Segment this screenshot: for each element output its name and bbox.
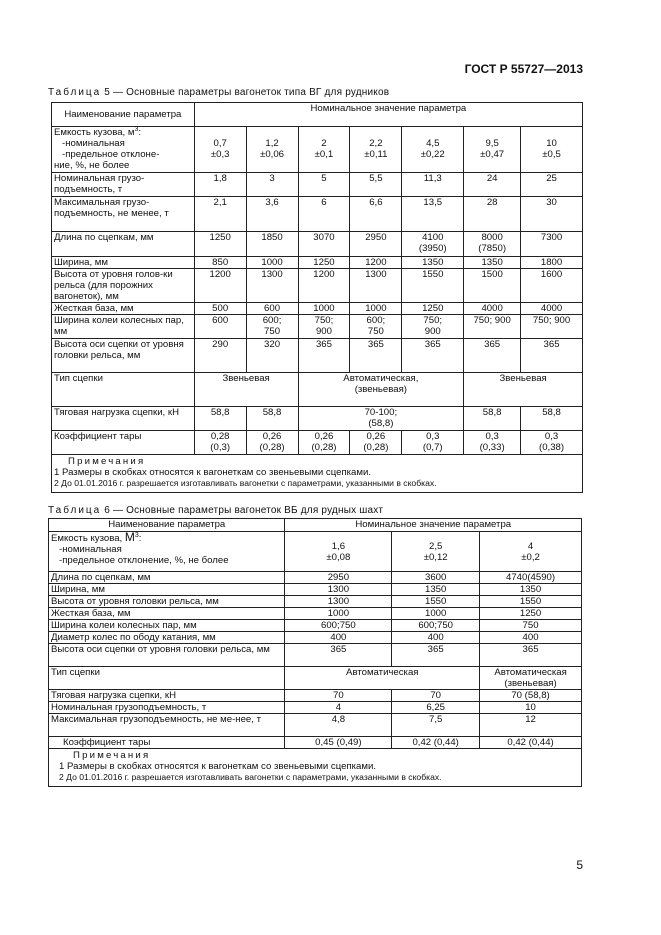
cell: 0,26 (0,28)	[246, 431, 298, 455]
cell: 2,1	[194, 197, 246, 232]
header-value: Номинальное значение параметра	[194, 103, 582, 127]
cell: 1500	[464, 269, 521, 303]
cell: Автоматическая, (звеньевая)	[298, 373, 464, 407]
label-tare: Коэффициент тары	[52, 431, 195, 455]
cell: 58,8	[464, 407, 521, 431]
cell: 2,2 ±0,11	[350, 127, 402, 173]
cell: 1800	[521, 257, 583, 269]
row-tare	[49, 737, 582, 749]
cell: 6	[298, 197, 350, 232]
row-axis	[52, 339, 583, 373]
header-param: Наименование параметра	[49, 519, 285, 532]
note-1: 1 Размеры в скобках относятся к вагонеткам со звеньевыми сцепками.	[59, 761, 377, 772]
cell: 2,5 ±0,12	[392, 532, 480, 572]
cell: 4000	[521, 303, 583, 315]
table5-notes	[52, 455, 583, 493]
row-label: Жесткая база, мм	[49, 608, 285, 620]
label-tare: Коэффициент тары	[49, 737, 285, 749]
cell: 365	[285, 644, 392, 667]
notes-title: Примечания	[68, 456, 146, 467]
cell: 0,26 (0,28)	[298, 431, 350, 455]
label-traction: Тяговая нагрузка сцепки, кН	[49, 690, 285, 702]
note-2: 2 До 01.01.2016 г. разрешается изготавливать вагонетки с параметрами, указанными в скобках.	[59, 772, 442, 782]
cell: 1250	[480, 608, 582, 620]
row-coupling	[52, 373, 583, 407]
cell: 3070	[298, 232, 350, 257]
cell: 400	[392, 632, 480, 644]
cell: 4,8	[285, 714, 392, 737]
cell: 1300	[246, 269, 298, 303]
cell: 600;750	[285, 620, 392, 632]
cell: 1200	[194, 269, 246, 303]
row-max	[52, 197, 583, 232]
row-label: Диаметр колес по ободу катания, мм	[49, 632, 285, 644]
cell: 290	[194, 339, 246, 373]
table5-header	[52, 103, 583, 127]
row-gauge	[52, 315, 583, 339]
row-traction	[49, 690, 582, 702]
cell: 500	[194, 303, 246, 315]
row-max	[49, 714, 582, 737]
cell: 1550	[392, 596, 480, 608]
row-axis	[49, 644, 582, 667]
notes-title: Примечания	[73, 750, 151, 761]
cell: 600	[194, 315, 246, 339]
cell: 13,5	[402, 197, 464, 232]
cell: 1300	[285, 584, 392, 596]
table5-caption-text: 5 — Основные параметры вагонеток типа ВГ для рудников	[104, 87, 390, 98]
row-label: Ширина, мм	[49, 584, 285, 596]
cell: 2950	[285, 572, 392, 584]
label-axis: Высота оси сцепки от уровня головки рельса, мм	[52, 339, 195, 373]
row-label: Ширина колеи колесных пар, мм	[49, 620, 285, 632]
cell: 70	[392, 690, 480, 702]
cell: Звеньевая	[464, 373, 583, 407]
note-2: 2 До 01.01.2016 г. разрешается изготавливать вагонетки с параметрами, указанными в скобках.	[54, 478, 437, 488]
cell: 9,5 ±0,47	[464, 127, 521, 173]
cell: 1350	[480, 584, 582, 596]
label-base: Жесткая база, мм	[52, 303, 195, 315]
cell: 0,3 (0,7)	[402, 431, 464, 455]
cell: 8000 (7850)	[464, 232, 521, 257]
cell: 5,5	[350, 173, 402, 197]
note-1: 1 Размеры в скобках относятся к вагонеткам со звеньевыми сцепками.	[54, 467, 372, 478]
label-width: Ширина, мм	[52, 257, 195, 269]
cell: 12	[480, 714, 582, 737]
row-traction	[52, 407, 583, 431]
header-value: Номинальное значение параметра	[285, 519, 582, 532]
row-base	[52, 303, 583, 315]
row-capacity	[49, 532, 582, 572]
cell: 365	[402, 339, 464, 373]
label-coupling: Тип сцепки	[49, 667, 285, 690]
cell: 25	[521, 173, 583, 197]
cell: 400	[480, 632, 582, 644]
row-nominal	[49, 702, 582, 714]
page-number: 5	[576, 858, 583, 872]
cell: 70-100; (58,8)	[298, 407, 464, 431]
row-label: Высота от уровня головки рельса, мм	[49, 596, 285, 608]
cell: 58,8	[246, 407, 298, 431]
cell: 600;750	[392, 620, 480, 632]
cell: 365	[464, 339, 521, 373]
cell: 1550	[480, 596, 582, 608]
cell: 1,8	[194, 173, 246, 197]
cell: 1200	[350, 257, 402, 269]
label-coupling: Тип сцепки	[52, 373, 195, 407]
cell: 58,8	[194, 407, 246, 431]
cell: 0,45 (0,49)	[285, 737, 392, 749]
cell: 28	[464, 197, 521, 232]
label-axis: Высота оси сцепки от уровня головки рельса, мм	[49, 644, 285, 667]
table-row	[49, 620, 582, 632]
table-row	[49, 584, 582, 596]
cell: Звеньевая	[194, 373, 298, 407]
cell: 10	[480, 702, 582, 714]
cell: 1350	[464, 257, 521, 269]
cell: 4 ±0,2	[480, 532, 582, 572]
cell: 0,28 (0,3)	[194, 431, 246, 455]
cell: 600; 750	[350, 315, 402, 339]
cell: 400	[285, 632, 392, 644]
cell: 70 (58,8)	[480, 690, 582, 702]
cell: 365	[521, 339, 583, 373]
cell: 1000	[246, 257, 298, 269]
cell: 0,26 (0,28)	[350, 431, 402, 455]
cell: 1350	[392, 584, 480, 596]
cell: 1600	[521, 269, 583, 303]
table5	[51, 102, 583, 493]
cell: 1,2 ±0,06	[246, 127, 298, 173]
cell: 4000	[464, 303, 521, 315]
row-coupling	[49, 667, 582, 690]
table6-caption-label: Таблица	[48, 505, 102, 516]
cell: 1200	[298, 269, 350, 303]
cell: 0,7 ±0,3	[194, 127, 246, 173]
table-row	[49, 572, 582, 584]
cell: 2950	[350, 232, 402, 257]
cell: 0,3 (0,33)	[464, 431, 521, 455]
cell: 0,42 (0,44)	[480, 737, 582, 749]
cell: 6,25	[392, 702, 480, 714]
cell: 7300	[521, 232, 583, 257]
label-nominal: Номинальная грузоподъемность, т	[49, 702, 285, 714]
cell: Автоматическая	[285, 667, 480, 690]
cell: 24	[464, 173, 521, 197]
cell: 0,3 (0,38)	[521, 431, 583, 455]
cell: 1550	[402, 269, 464, 303]
cell: 1250	[194, 232, 246, 257]
label-max: Максимальная грузоподъемность, не ме-нее, т	[49, 714, 285, 737]
cell: 7,5	[392, 714, 480, 737]
cell: 5	[298, 173, 350, 197]
table6-notes	[49, 749, 582, 787]
cell: 850	[194, 257, 246, 269]
label-height: Высота от уровня голов-ки рельса (для порожних вагонеток), мм	[52, 269, 195, 303]
cell: 3	[246, 173, 298, 197]
cell: 1350	[402, 257, 464, 269]
row-height	[52, 269, 583, 303]
row-length	[52, 232, 583, 257]
cell: 2 ±0,1	[298, 127, 350, 173]
table-row	[49, 608, 582, 620]
cell: 4,5 ±0,22	[402, 127, 464, 173]
cell: Автоматическая (звеньевая)	[480, 667, 582, 690]
header-param: Наименование параметра	[52, 103, 195, 127]
cell: 750; 900	[464, 315, 521, 339]
cell: 600	[246, 303, 298, 315]
cell: 1000	[350, 303, 402, 315]
table6	[48, 518, 582, 787]
cell: 4740(4590)	[480, 572, 582, 584]
cell: 1250	[298, 257, 350, 269]
table-row	[49, 632, 582, 644]
cell: 600; 750	[246, 315, 298, 339]
cell: 365	[298, 339, 350, 373]
cell: 4	[285, 702, 392, 714]
cell: 11,3	[402, 173, 464, 197]
table5-caption	[48, 87, 389, 98]
cell: 70	[285, 690, 392, 702]
label-gauge: Ширина колеи колесных пар, мм	[52, 315, 195, 339]
row-nominal	[52, 173, 583, 197]
row-capacity	[52, 127, 583, 173]
cell: 1000	[298, 303, 350, 315]
cell: 750; 900	[521, 315, 583, 339]
cell: 365	[350, 339, 402, 373]
cell: 1250	[402, 303, 464, 315]
cell: 1300	[285, 596, 392, 608]
cell: 750; 900	[298, 315, 350, 339]
label-max: Максимальная грузо-подъемность, не менее, т	[52, 197, 195, 232]
label-nominal: Номинальная грузо-подъемность, т	[52, 173, 195, 197]
cell: 320	[246, 339, 298, 373]
cell: 750	[480, 620, 582, 632]
label-length: Длина по сцепкам, мм	[52, 232, 195, 257]
cell: 365	[392, 644, 480, 667]
table5-caption-label: Таблица	[48, 87, 102, 98]
cell: 365	[480, 644, 582, 667]
cell: 4100 (3950)	[402, 232, 464, 257]
cell: 0,42 (0,44)	[392, 737, 480, 749]
row-label: Длина по сцепкам, мм	[49, 572, 285, 584]
label-capacity: Емкость кузова, $М^3$: -номинальная -предельное отклонение, %, не более	[49, 532, 285, 572]
standard-number: ГОСТ Р 55727—2013	[464, 62, 583, 76]
cell: 1000	[285, 608, 392, 620]
cell: 3,6	[246, 197, 298, 232]
label-traction: Тяговая нагрузка сцепки, кН	[52, 407, 195, 431]
cell: 1850	[246, 232, 298, 257]
cell: 6,6	[350, 197, 402, 232]
table6-caption	[48, 505, 383, 516]
cell: 58,8	[521, 407, 583, 431]
cell: 750; 900	[402, 315, 464, 339]
row-tare	[52, 431, 583, 455]
label-capacity: Емкость кузова, $м^3$: -номинальная -предельное отклоне- ние, %, не более	[52, 127, 195, 173]
table6-caption-text: 6 — Основные параметры вагонеток ВБ для рудных шахт	[104, 505, 384, 516]
table-row	[49, 596, 582, 608]
cell: 3600	[392, 572, 480, 584]
cell: 1,6 ±0,08	[285, 532, 392, 572]
cell: 1300	[350, 269, 402, 303]
row-width	[52, 257, 583, 269]
cell: 1000	[392, 608, 480, 620]
cell: 10 ±0,5	[521, 127, 583, 173]
cell: 30	[521, 197, 583, 232]
